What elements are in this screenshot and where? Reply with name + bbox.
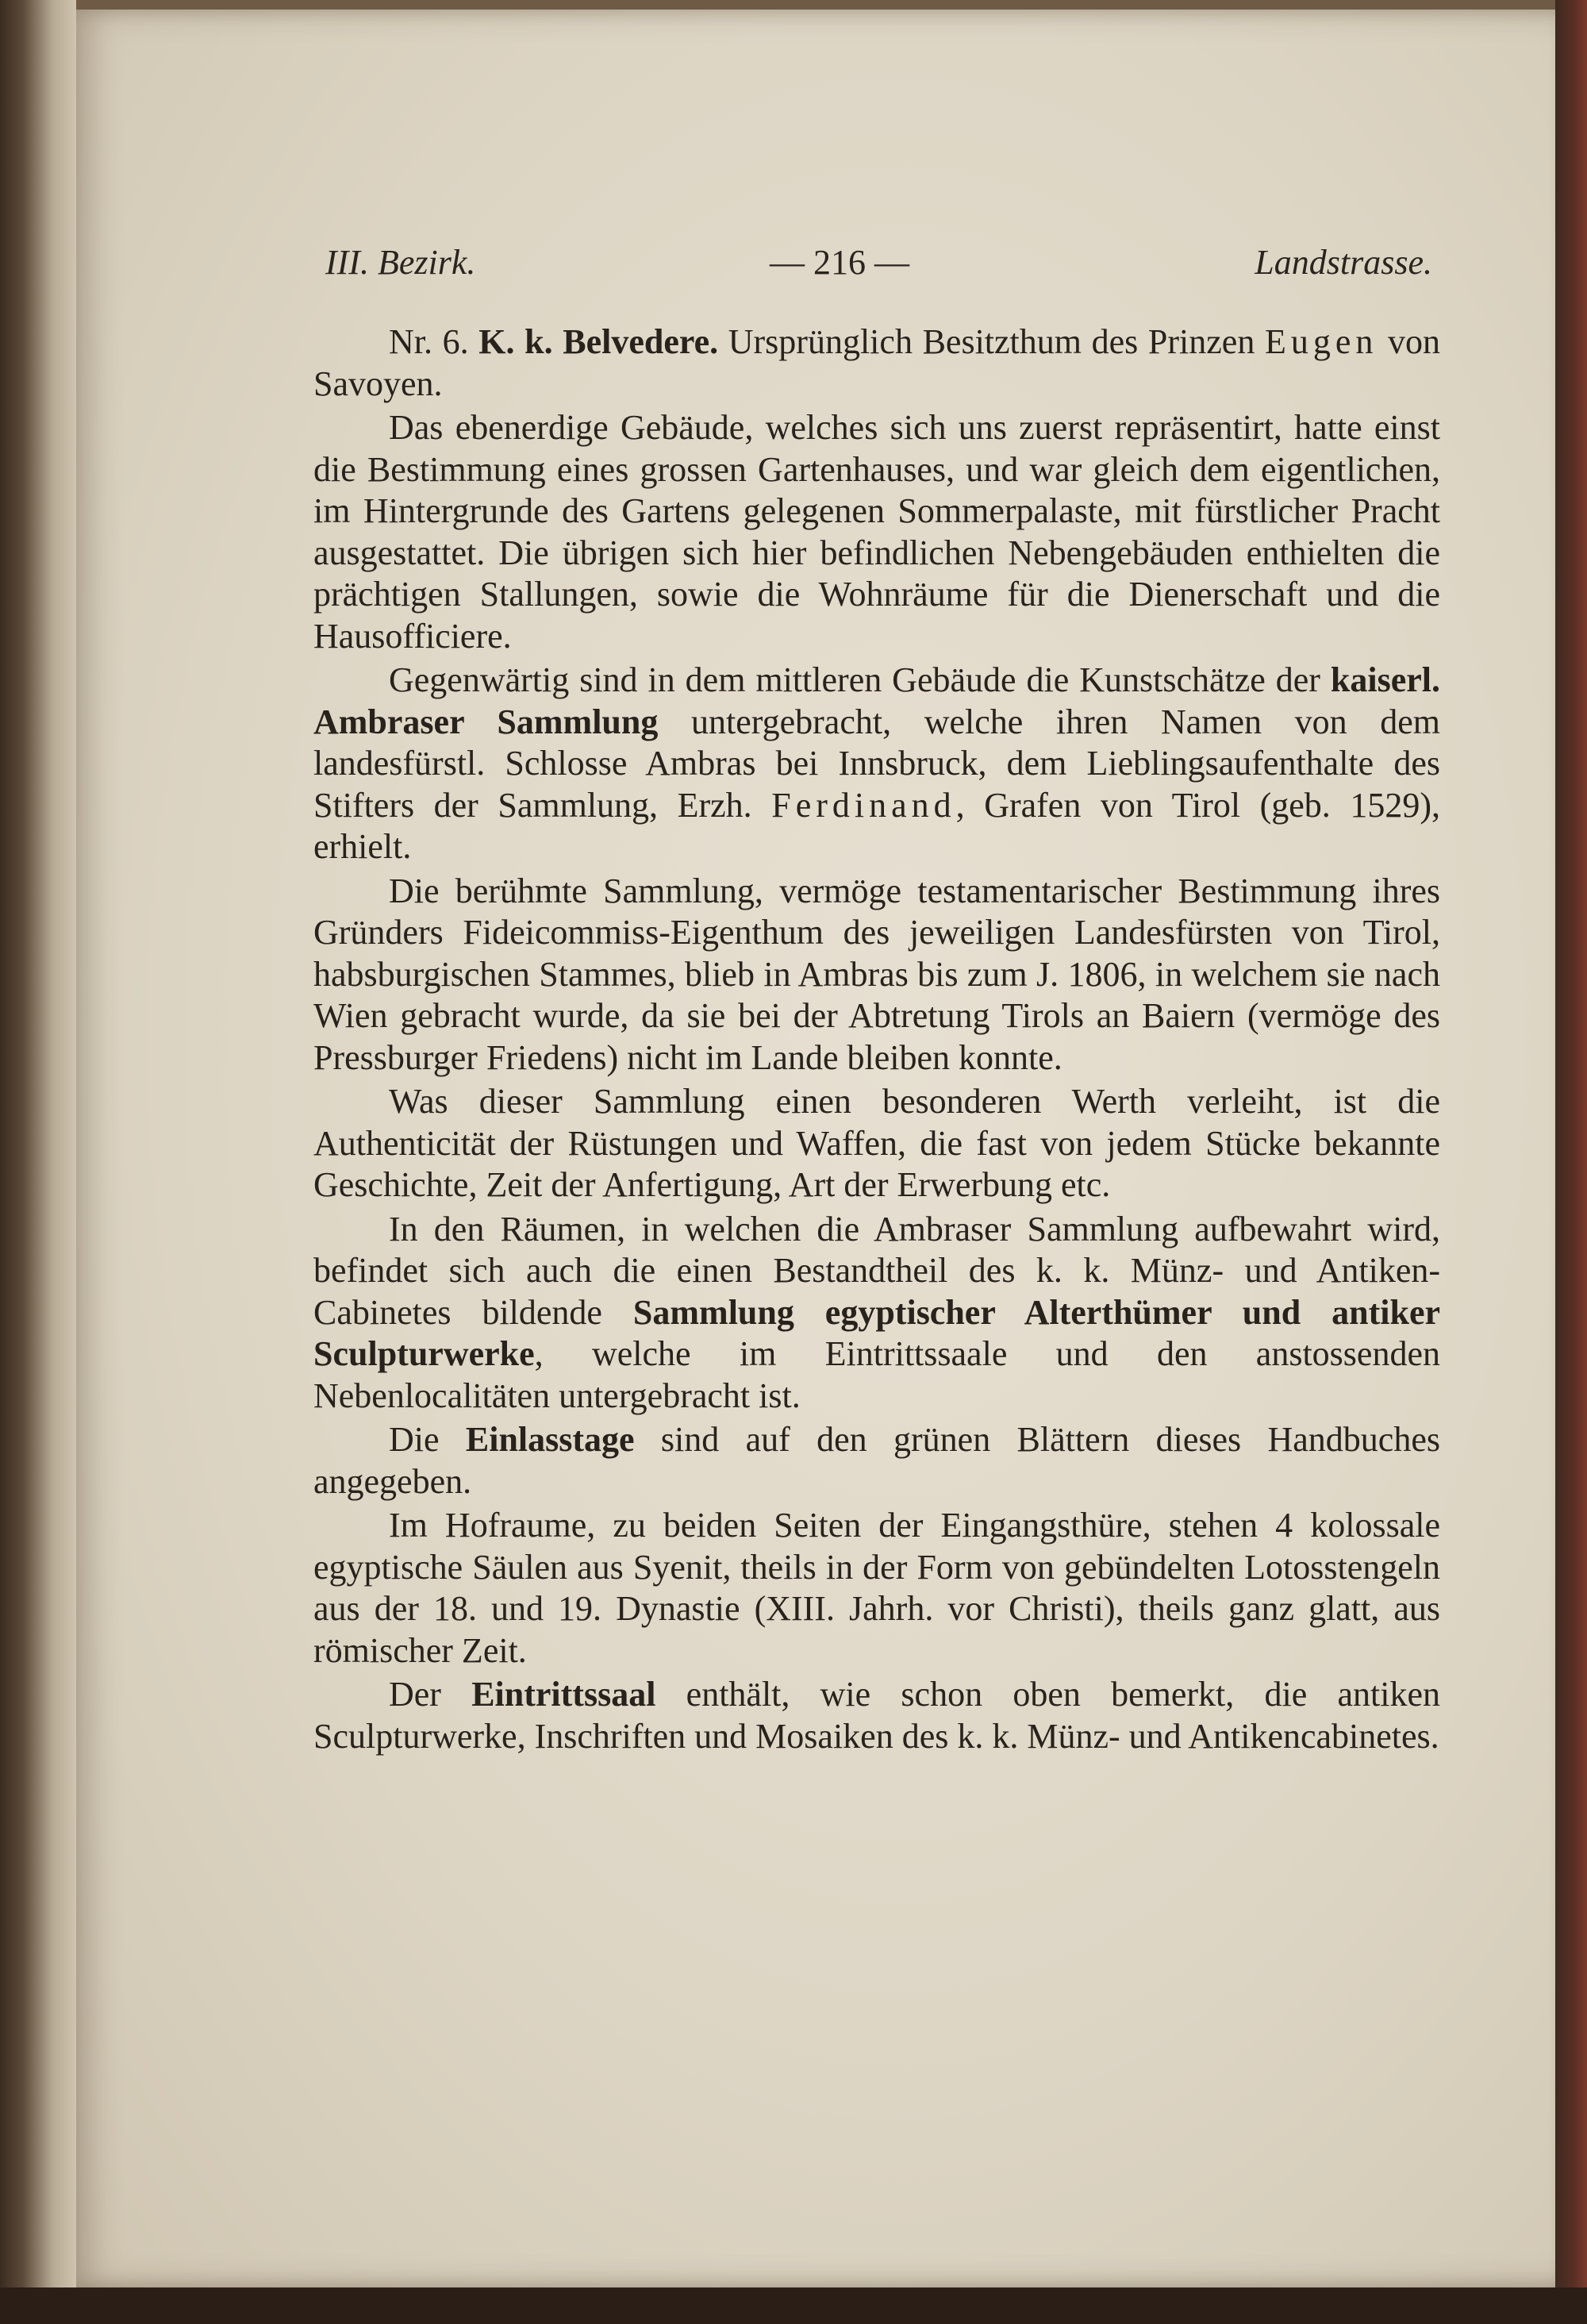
text-run: sind auf den grünen Blättern dieses Handbuches angegeben. (313, 1420, 1440, 1501)
bold-heading: Sammlung egyptischer Alterthümer und antiker Sculpturwerke (313, 1292, 1441, 1373)
text-run: , welche im Eintrittssaale und den anstossenden Nebenlocalitäten untergebracht ist. (313, 1334, 1440, 1415)
header-district: III. Bezirk. (325, 243, 476, 282)
page-number: — 216 — (770, 243, 909, 282)
paragraph-history (313, 871, 1440, 1079)
text-run: untergebracht, welche ihren Namen von dem landesfürstl. Schlosse Ambras bei Innsbruck, dem Lieblingsaufenthalte des Stifters der Sammlung, Erzh. (313, 702, 1440, 825)
paragraph-egyptian-collection (313, 1209, 1440, 1418)
text-run: Was dieser Sammlung einen besonderen Werth verleiht, ist die Authenticität der Rüstungen und Waffen, die fast von jedem Stücke bekannte Geschichte, Zeit der Anfertigung, Art der Erwerbung etc. (313, 1082, 1440, 1204)
bold-heading: Eintrittssaal (471, 1675, 656, 1714)
paragraph-belvedere (313, 321, 1440, 405)
text-run: , Grafen von Tirol (geb. 1529), erhielt. (313, 785, 1441, 866)
book-cover-edge-right (1555, 0, 1587, 2324)
spaced-name: Eugen (1264, 322, 1378, 361)
text-run: enthält, wie schon oben bemerkt, die antiken Sculpturwerke, Inschriften und Mosaiken des k. k. Münz- und Antikencabinetes. (313, 1675, 1440, 1756)
paragraph-gartenhaus (313, 407, 1440, 657)
text-run: Im Hofraume, zu beiden Seiten der Eingangsthüre, stehen 4 kolossale egyptische Säulen aus Syenit, theils in der Form von gebündelten Lotosstengeln aus der 18. und 19. Dynastie (XIII. Jahrh. vor Christi), theils ganz glatt, aus römischer Zeit. (313, 1506, 1440, 1670)
body-text (313, 321, 1440, 1757)
text-run: Ursprünglich Besitzthum des Prinzen (718, 322, 1265, 361)
text-run: In den Räumen, in welchen die Ambraser Sammlung aufbewahrt wird, befindet sich auch die einen Bestandtheil des k. k. Münz- und Antiken-Cabinetes bildende (313, 1209, 1440, 1332)
book-bottom-shadow (0, 2287, 1587, 2324)
text-run: Der (389, 1675, 472, 1714)
paragraph-ambraser-sammlung (313, 660, 1440, 868)
text-run: von Savoyen. (313, 322, 1441, 403)
text-run: Die (389, 1420, 466, 1459)
text-run: Die berühmte Sammlung, vermöge testamentarischer Bestimmung ihres Gründers Fideicommiss-Eigenthum des jeweiligen Landesfürsten von Tirol, habsburgischen Stammes, blieb in Ambras bis zum J. 1806, in welchem sie nach Wien gebracht wurde, da sie bei der Abtretung Tirols an Baiern (vermöge des Pressburger Friedens) nicht im Lande bleiben konnte. (313, 871, 1440, 1077)
header-street: Landstrasse. (1255, 243, 1432, 282)
paragraph-einlasstage (313, 1419, 1440, 1503)
paragraph-hofraum (313, 1505, 1440, 1672)
bold-heading: K. k. Belvedere. (478, 322, 719, 361)
paragraph-werth (313, 1081, 1440, 1206)
running-header (325, 242, 1432, 290)
bold-heading: kaiserl. Ambraser Sammlung (313, 660, 1440, 741)
text-run: Das ebenerdige Gebäude, welches sich uns zuerst repräsentirt, hatte einst die Bestimmung eines grossen Gartenhauses, und war gleich dem eigentlichen, im Hintergrunde des Gartens gelegenen Sommerpalaste, mit fürstlicher Pracht ausgestattet. Die übrigen sich hier befindlichen Nebengebäuden enthielten die prächtigen Stallungen, sowie die Wohnräume für die Dienerschaft und die Hausofficiere. (313, 408, 1440, 656)
text-run: Nr. 6. (389, 322, 479, 361)
bold-heading: Einlasstage (465, 1420, 635, 1459)
text-run: Gegenwärtig sind in dem mittleren Gebäude die Kunstschätze der (389, 660, 1331, 699)
book-binding-left (0, 0, 76, 2324)
spaced-name: Ferdinand (771, 785, 956, 825)
paragraph-eintrittssaal (313, 1674, 1440, 1757)
